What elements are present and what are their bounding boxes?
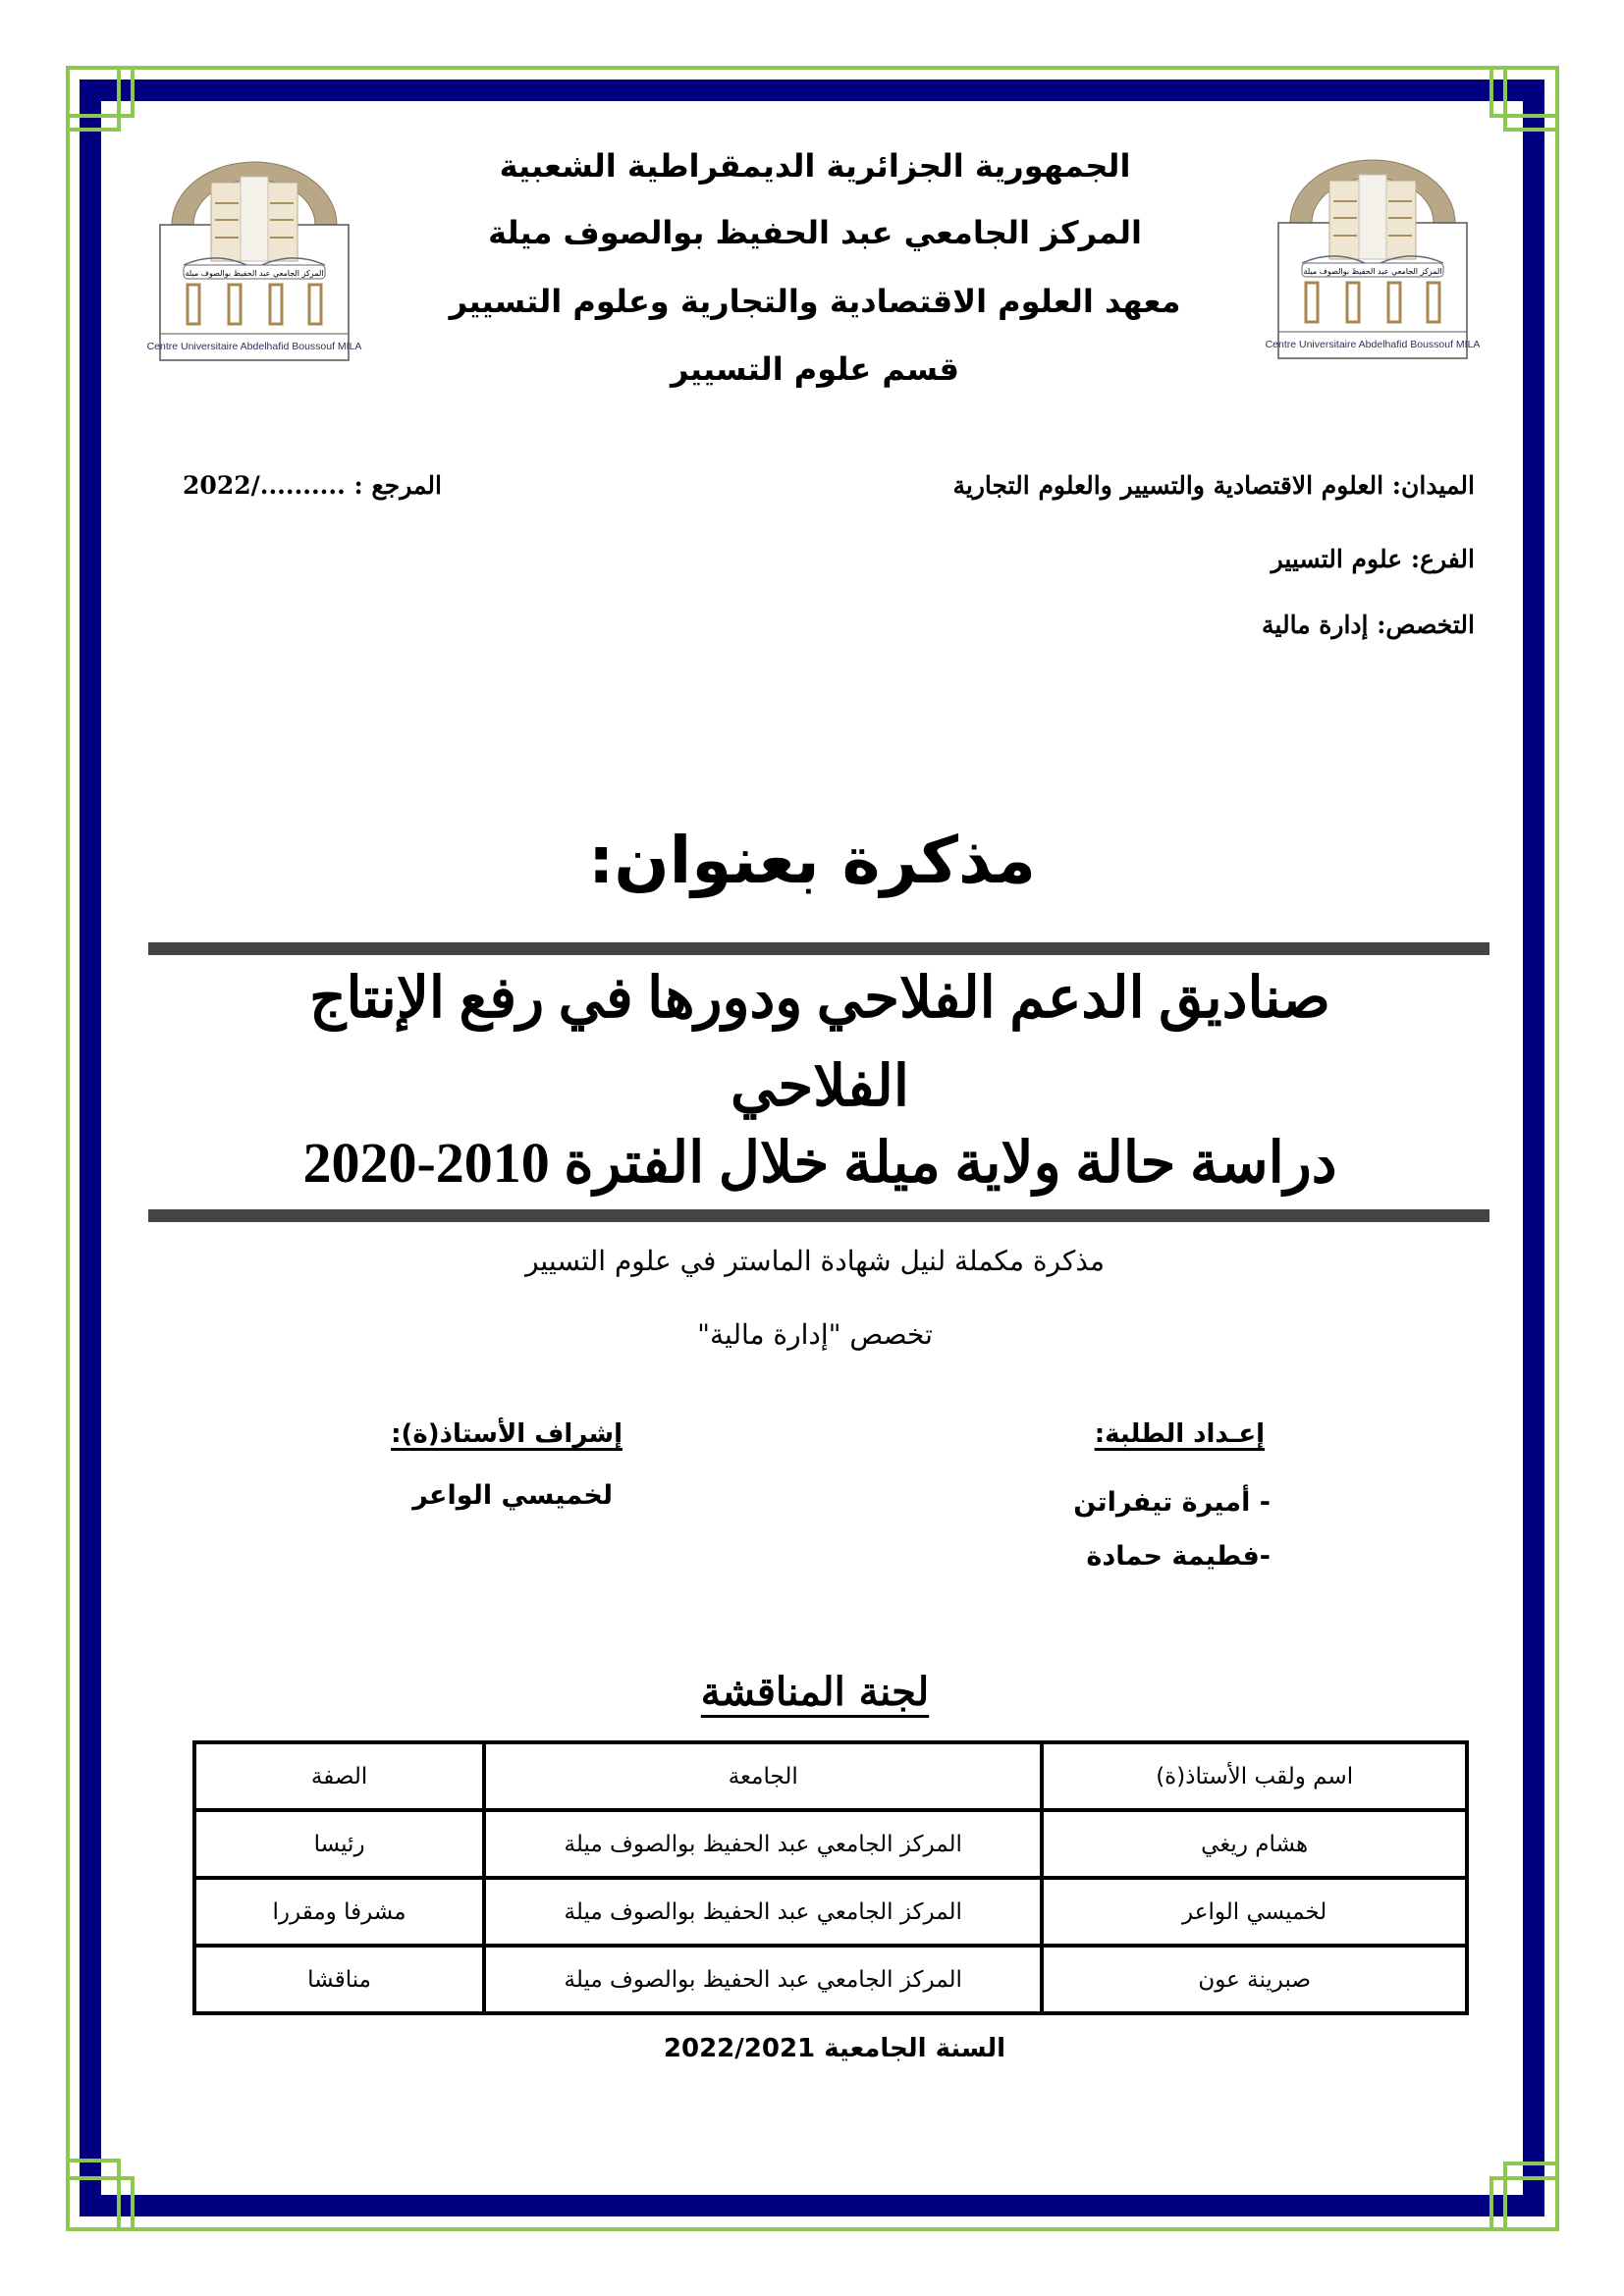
subtitle-degree: مذكرة مكملة لنيل شهادة الماستر في علوم التسيير — [524, 1245, 1106, 1277]
memo-heading: مذكرة بعنوان: — [587, 823, 1037, 898]
logo-banner-text: المركز الجامعي عبد الحفيظ بوالصوف ميلة — [1303, 267, 1442, 276]
students-label: إعـداد الطلبة: — [1094, 1419, 1265, 1449]
student-name: - أميرة تيفراتن — [1073, 1487, 1271, 1518]
table-row — [194, 1946, 1467, 2013]
title-divider-bottom — [148, 1209, 1489, 1222]
student-name: -فطيمة حمادة — [1086, 1541, 1271, 1572]
title-line-2: الفلاحي — [731, 1054, 909, 1118]
jury-member-role: مشرفا ومقررا — [194, 1878, 484, 1946]
subtitle-specialty: تخصص "إدارة مالية" — [697, 1318, 933, 1351]
university-logo-right — [1265, 157, 1481, 359]
supervisor-name: لخميسي الواعر — [412, 1480, 613, 1511]
university-logo-left — [146, 159, 362, 361]
logo-banner-text: المركز الجامعي عبد الحفيظ بوالصوف ميلة — [185, 269, 324, 278]
academic-year: السنة الجامعية 2022/2021 — [663, 2034, 1006, 2063]
column-header-role: الصفة — [194, 1742, 484, 1810]
header-line-university: المركز الجامعي عبد الحفيظ بوالصوف ميلة — [488, 214, 1142, 251]
column-header-name: اسم ولقب الأستاذ(ة) — [1042, 1742, 1467, 1810]
branch-line: الفرع: علوم التسيير — [1271, 545, 1475, 573]
jury-table-header — [194, 1742, 1467, 1810]
header-line-department: قسم علوم التسيير — [671, 350, 959, 388]
column-header-university: الجامعة — [484, 1742, 1042, 1810]
field-line: الميدان: العلوم الاقتصادية والتسيير والعلوم التجارية — [952, 471, 1475, 500]
header-line-institute: معهد العلوم الاقتصادية والتجارية وعلوم التسيير — [449, 283, 1181, 320]
jury-member-university: المركز الجامعي عبد الحفيظ بوالصوف ميلة — [484, 1878, 1042, 1946]
jury-member-role: مناقشا — [194, 1946, 484, 2013]
supervisor-label: إشراف الأستاذ(ة): — [391, 1419, 623, 1449]
title-line-3: دراسة حالة ولاية ميلة خلال الفترة 2010-2020 — [302, 1131, 1337, 1195]
jury-heading: لجنة المناقشة — [700, 1669, 930, 1715]
header-line-republic: الجمهورية الجزائرية الديمقراطية الشعبية — [499, 147, 1131, 185]
title-divider-top — [148, 942, 1489, 955]
jury-member-name: هشام ريغي — [1042, 1810, 1467, 1878]
table-row — [194, 1878, 1467, 1946]
logo-caption: Centre Universitaire Abdelhafid Boussouf MILA — [1265, 339, 1481, 350]
jury-member-name: صبرينة عون — [1042, 1946, 1467, 2013]
specialty-line: التخصص: إدارة مالية — [1262, 611, 1475, 639]
jury-member-name: لخميسي الواعر — [1042, 1878, 1467, 1946]
jury-member-university: المركز الجامعي عبد الحفيظ بوالصوف ميلة — [484, 1946, 1042, 2013]
table-row — [194, 1810, 1467, 1878]
reference-line: المرجع : ........../2022 — [183, 471, 442, 500]
title-line-1: صناديق الدعم الفلاحي ودورها في رفع الإنتاج — [309, 966, 1330, 1030]
logo-caption: Centre Universitaire Abdelhafid Boussouf MILA — [146, 341, 362, 352]
jury-member-university: المركز الجامعي عبد الحفيظ بوالصوف ميلة — [484, 1810, 1042, 1878]
jury-table — [192, 1740, 1469, 2015]
jury-member-role: رئيسا — [194, 1810, 484, 1878]
